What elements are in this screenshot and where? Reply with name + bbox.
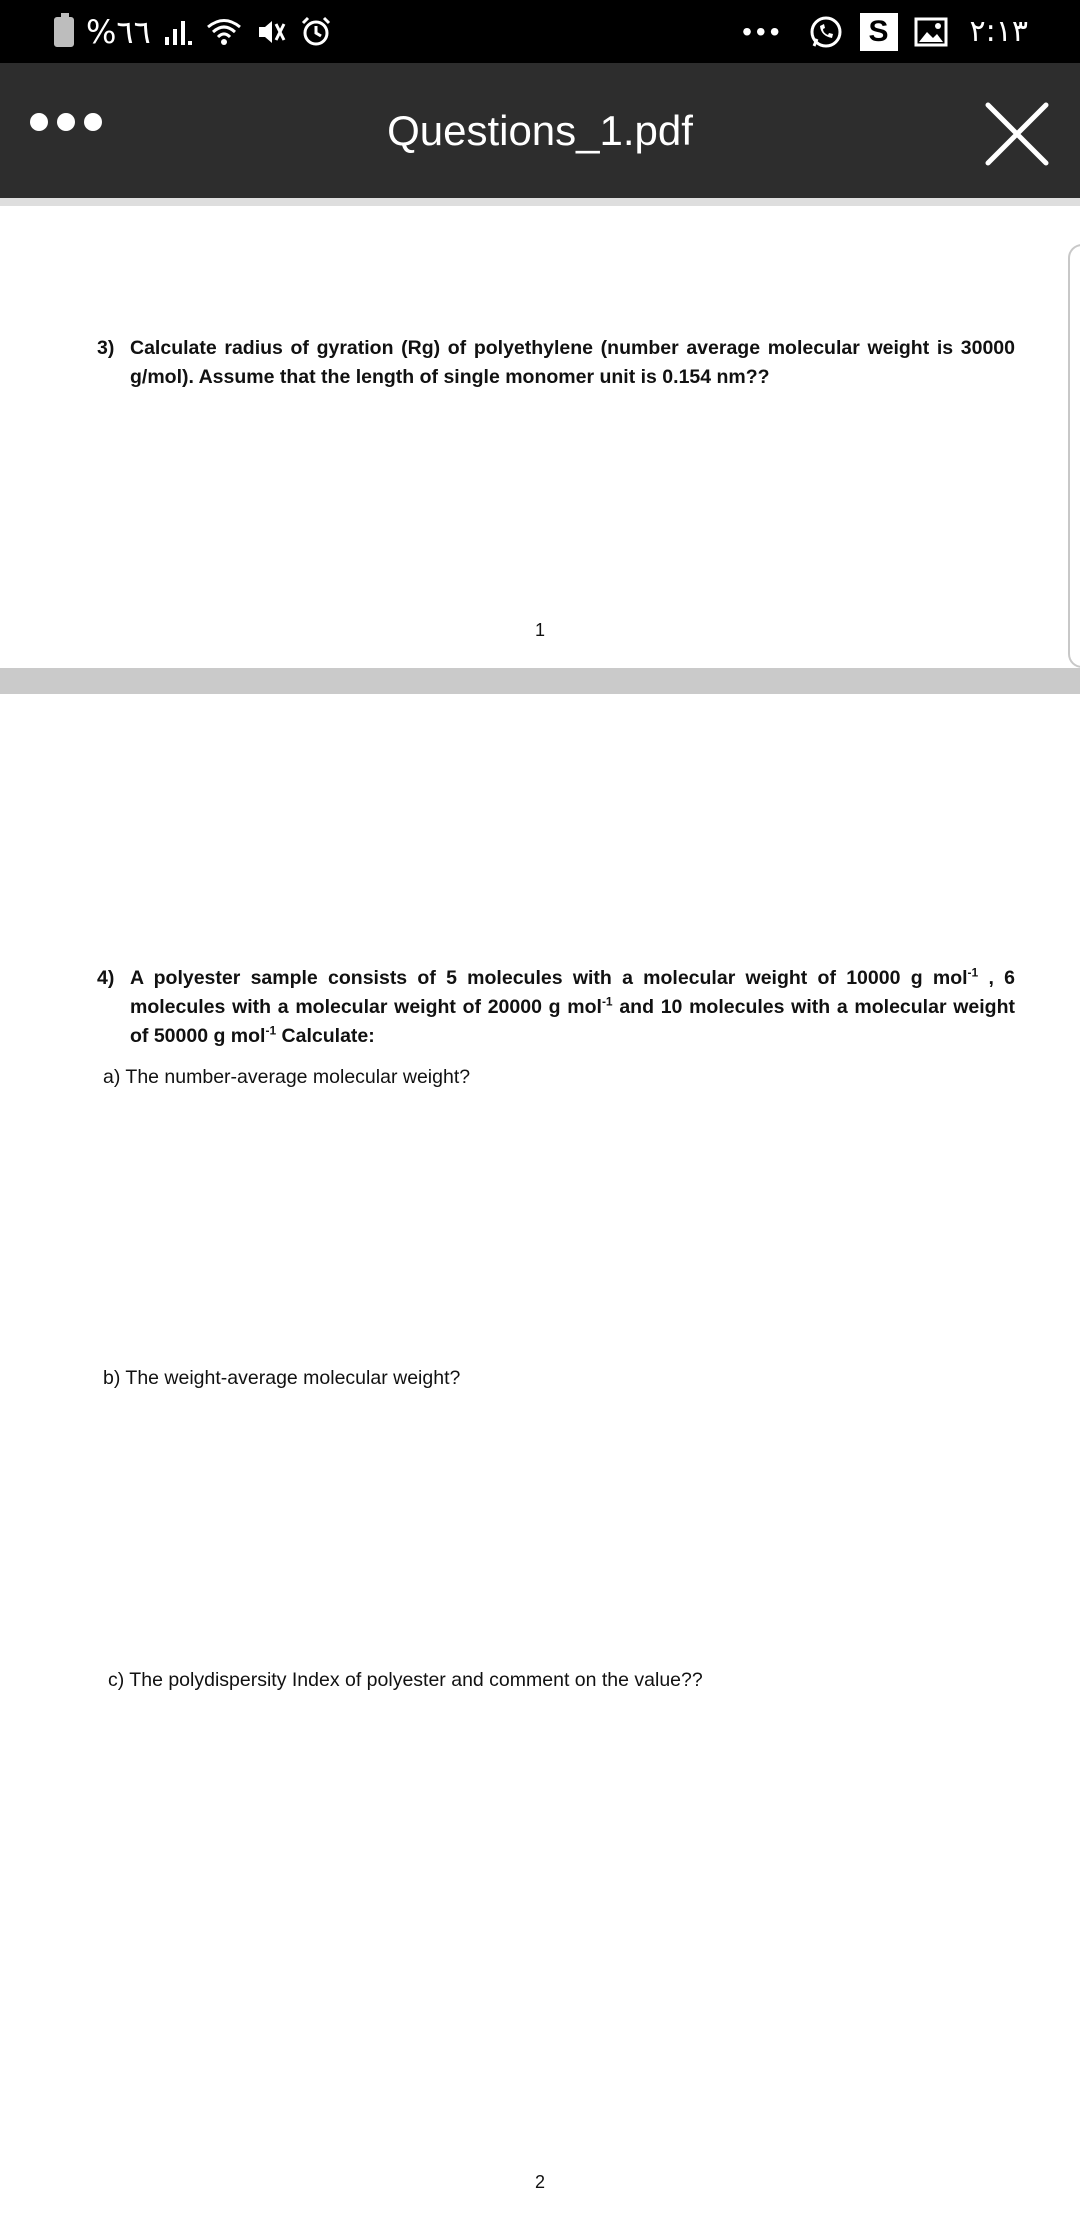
page-number: 1 [534,620,545,640]
sub-question-c: c) The polydispersity Index of polyester and comment on the value?? [108,1669,703,1691]
mute-icon [255,12,287,52]
sub-question-b: b) The weight-average molecular weight? [103,1367,461,1389]
question-text: Calculate radius of gyration (Rg) of polyethylene (number average molecular weight is 30000 g/mol). Assume that the length of single monomer unit is 0.154 nm?? [130,337,1015,388]
status-more-indicator: ••• [742,15,784,47]
header-divider [0,198,1080,206]
question-4 [97,964,1015,1051]
alarm-icon [299,12,333,52]
page-number: 2 [534,2172,545,2192]
pdf-page-2 [0,694,1080,2220]
signal-bars-icon [163,12,193,52]
page-scroll-handle[interactable] [1068,244,1080,668]
page-separator [0,668,1080,694]
question-3 [97,334,1015,392]
s-notification-icon: S [860,13,898,51]
sub-question-a: a) The number-average molecular weight? [103,1066,471,1088]
status-clock: ٢:١٣ [969,14,1028,49]
wifi-icon [205,12,243,52]
status-right-group [742,0,1028,63]
status-left-group [54,0,333,63]
question-number: 4) [97,967,115,989]
pdf-viewer[interactable] [0,206,1080,2220]
whatsapp-icon [808,12,844,52]
image-icon [914,12,948,52]
status-bar [0,0,1080,63]
app-header [0,63,1080,198]
question-text: A polyester sample consists of 5 molecules with a molecular weight of 10000 g mol$^{-1}$ , 6 molecules with a molecular weight of 20000 g mol$^{-1}$ and 10 molecules with a molecular weight of 50000 g mol$^{-1}$ Calculate: [130,965,1015,1047]
battery-percent: %٦٦ [86,12,151,51]
close-icon[interactable] [984,101,1050,167]
question-number: 3) [97,337,115,359]
document-title: Questions_1.pdf [387,106,693,154]
pdf-page-1 [0,206,1080,668]
battery-icon [54,17,74,47]
